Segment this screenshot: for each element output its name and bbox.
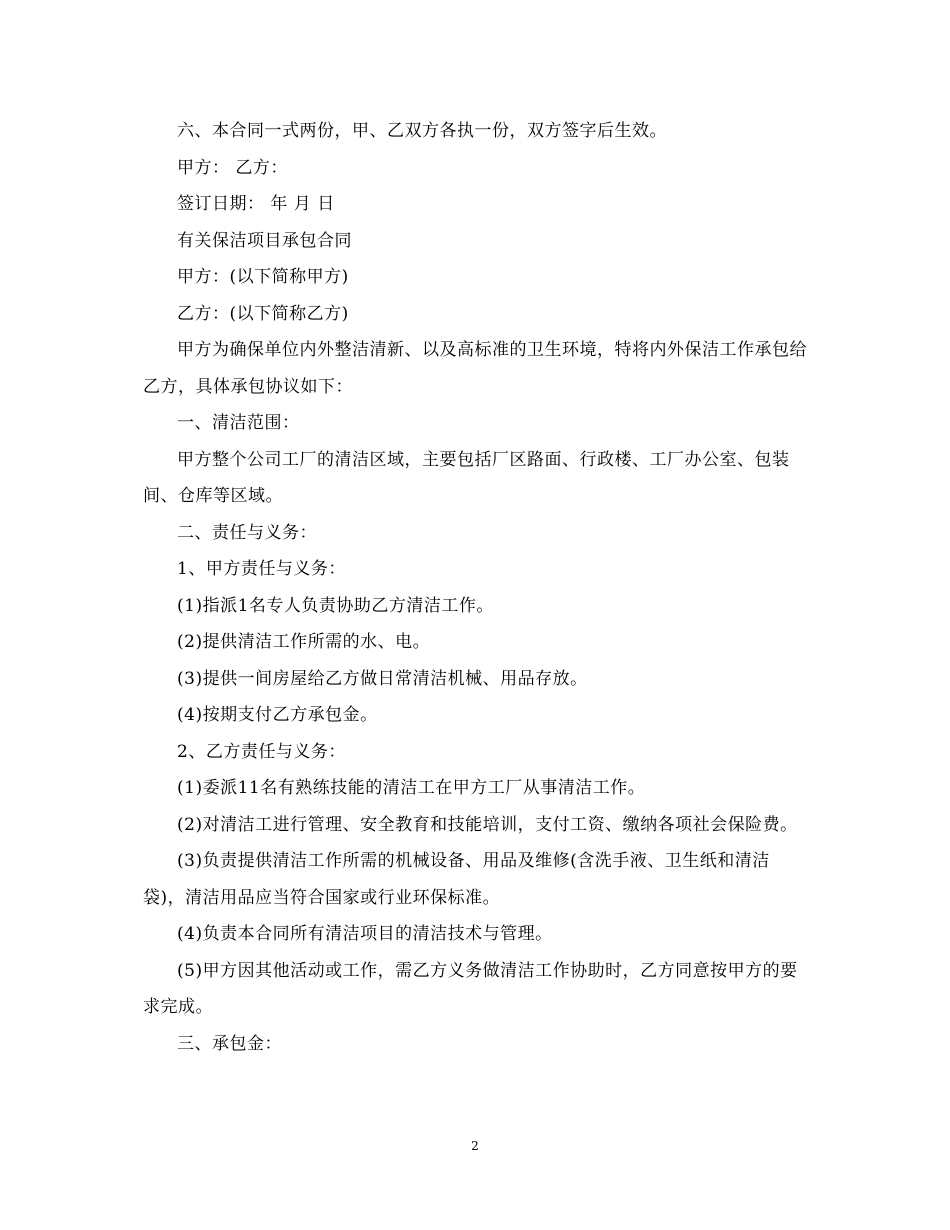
- paragraph-sign-date: 签订日期： 年 月 日: [177, 194, 335, 214]
- party-b-duty-3: (3)负责提供清洁工作所需的机械设备、用品及维修(含洗手液、卫生纸和清洁袋)，清洁用品应当符合国家或行业环保标准。: [143, 851, 770, 908]
- party-a-duty-4: (4)按期支付乙方承包金。: [177, 705, 378, 725]
- paragraph-parties-signature: 甲方： 乙方：: [177, 157, 288, 178]
- heading-cleaning-scope: 一、清洁范围：: [177, 413, 300, 433]
- paragraph-intro: 甲方为确保单位内外整洁清新、以及高标准的卫生环境，特将内外保洁工作承包给乙方，具体承包协议如下：: [143, 340, 807, 397]
- paragraph-cleaning-scope: 甲方整个公司工厂的清洁区域，主要包括厂区路面、行政楼、工厂办公室、包装间、仓库等区域。: [143, 449, 790, 506]
- party-a-duty-1: (1)指派1名专人负责协助乙方清洁工作。: [177, 595, 494, 616]
- page-number: 2: [471, 1139, 479, 1153]
- paragraph-clause-six: 六、本合同一式两份，甲、乙双方各执一份，双方签字后生效。: [177, 121, 667, 141]
- paragraph-party-b: 乙方：(以下简称乙方): [177, 303, 349, 324]
- party-b-duty-1: (1)委派11名有熟练技能的清洁工在甲方工厂从事清洁工作。: [177, 778, 646, 798]
- document-body: [143, 113, 809, 1062]
- contract-title: 有关保洁项目承包合同: [177, 230, 352, 251]
- paragraph-party-a: 甲方：(以下简称甲方): [177, 267, 349, 287]
- heading-party-a-duties: 1、甲方责任与义务：: [177, 559, 346, 579]
- heading-party-b-duties: 2、乙方责任与义务：: [177, 741, 346, 762]
- party-b-duty-4: (4)负责本合同所有清洁项目的清洁技术与管理。: [177, 924, 553, 944]
- party-a-duty-3: (3)提供一间房屋给乙方做日常清洁机械、用品存放。: [177, 668, 588, 689]
- party-a-duty-2: (2)提供清洁工作所需的水、电。: [177, 632, 431, 652]
- party-b-duty-2: (2)对清洁工进行管理、安全教育和技能培训，支付工资、缴纳各项社会保险费。: [177, 814, 798, 835]
- heading-contract-fee: 三、承包金：: [177, 1033, 282, 1054]
- party-b-duty-5: (5)甲方因其他活动或工作，需乙方义务做清洁工作协助时，乙方同意按甲方的要求完成。: [143, 960, 798, 1017]
- heading-responsibilities: 二、责任与义务：: [177, 522, 317, 543]
